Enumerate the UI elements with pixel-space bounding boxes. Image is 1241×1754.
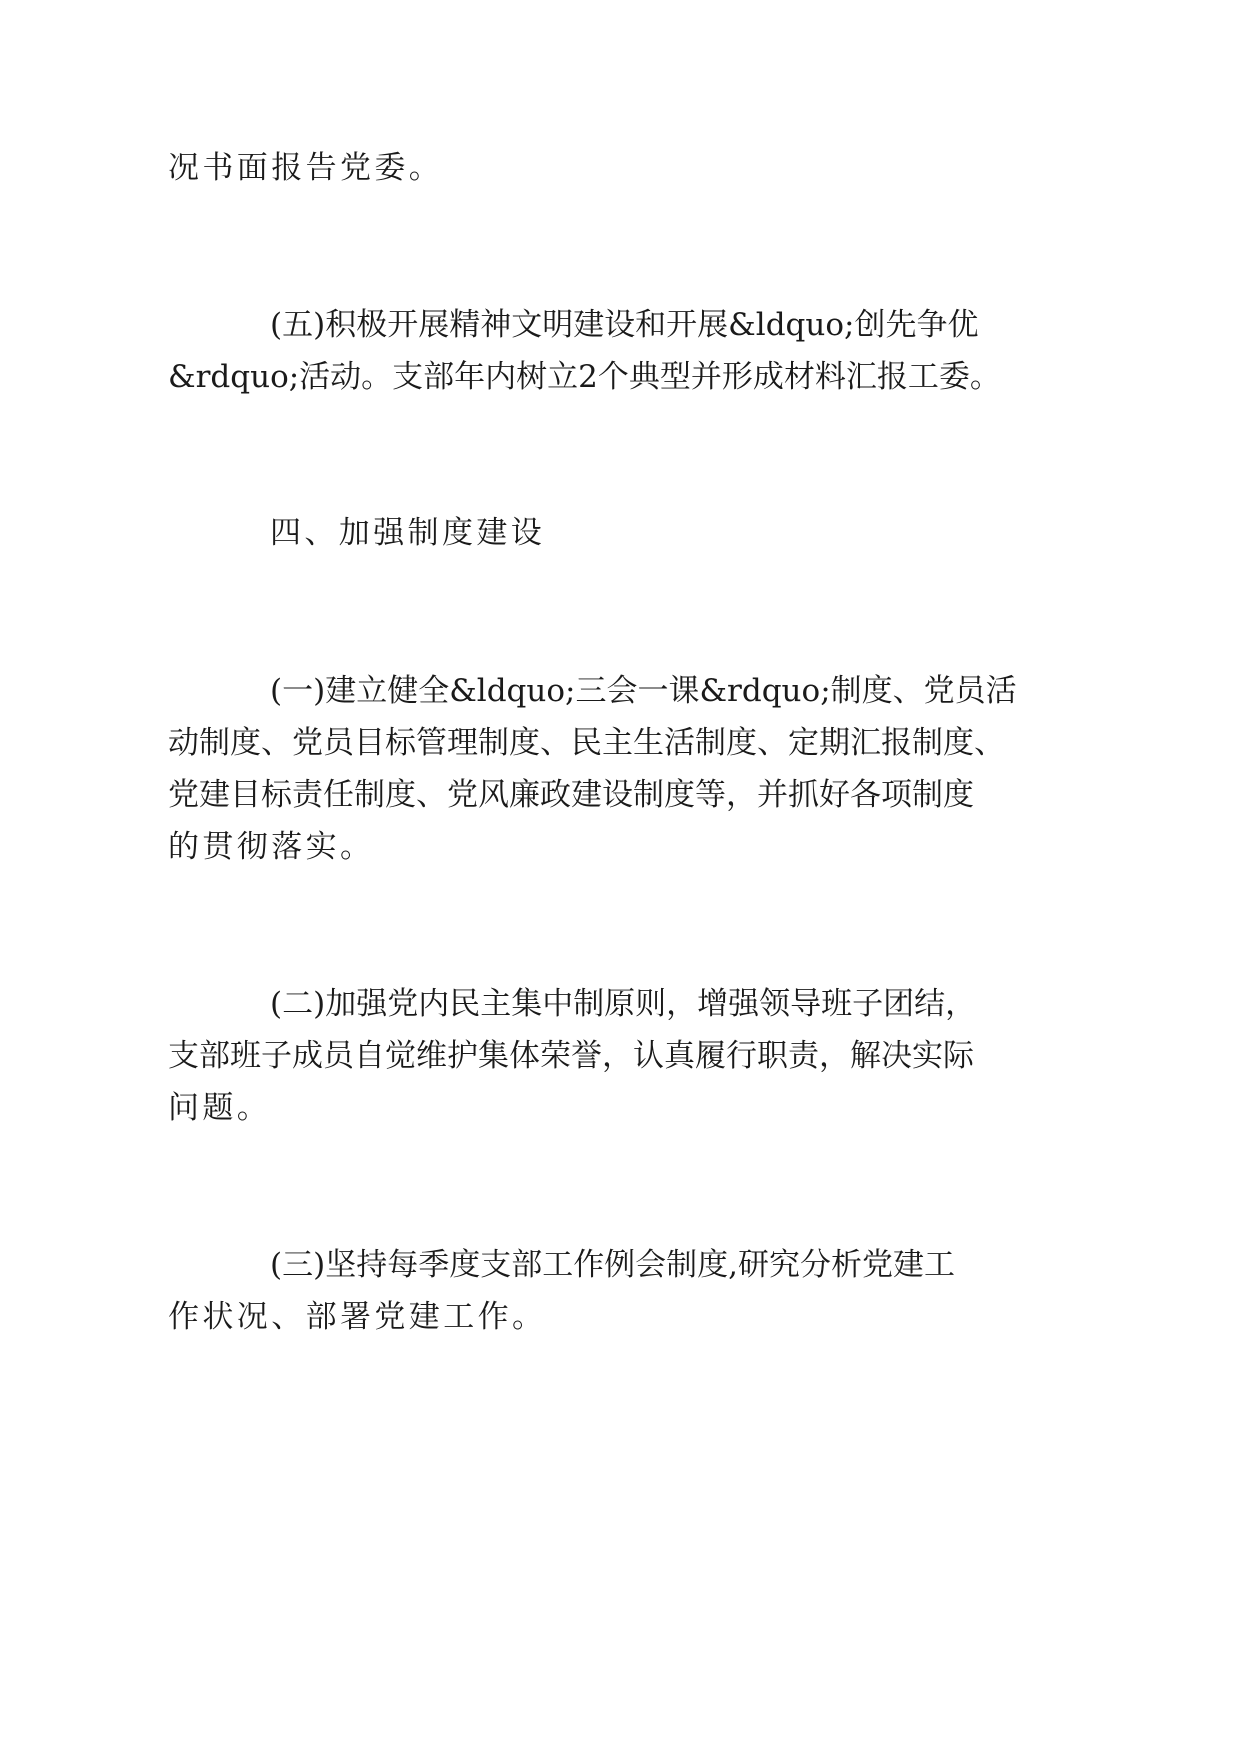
paragraph-line: &rdquo;活动。支部年内树立2个典型并形成材料汇报工委。	[168, 359, 1001, 395]
paragraph-line: (一)建立健全&ldquo;三会一课&rdquo;制度、党员活	[270, 673, 1017, 709]
paragraph-line: 作状况、部署党建工作。	[168, 1299, 547, 1335]
paragraph-line: 动制度、党员目标管理制度、民主生活制度、定期汇报制度、	[168, 725, 1005, 761]
paragraph-line: 的贯彻落实。	[168, 829, 375, 865]
paragraph-line: 党建目标责任制度、党风廉政建设制度等，并抓好各项制度	[168, 777, 974, 813]
paragraph-line: 支部班子成员自觉维护集体荣誉，认真履行职责，解决实际	[168, 1038, 974, 1074]
section-heading: 四、加强制度建设	[270, 515, 546, 551]
paragraph-line: 况书面报告党委。	[168, 150, 444, 186]
paragraph-line: 问题。	[168, 1090, 272, 1126]
paragraph-line: (五)积极开展精神文明建设和开展&ldquo;创先争优	[270, 307, 979, 343]
paragraph-line: (三)坚持每季度支部工作例会制度,研究分析党建工	[270, 1247, 956, 1283]
paragraph-line: (二)加强党内民主集中制原则，增强领导班子团结，	[270, 986, 977, 1022]
